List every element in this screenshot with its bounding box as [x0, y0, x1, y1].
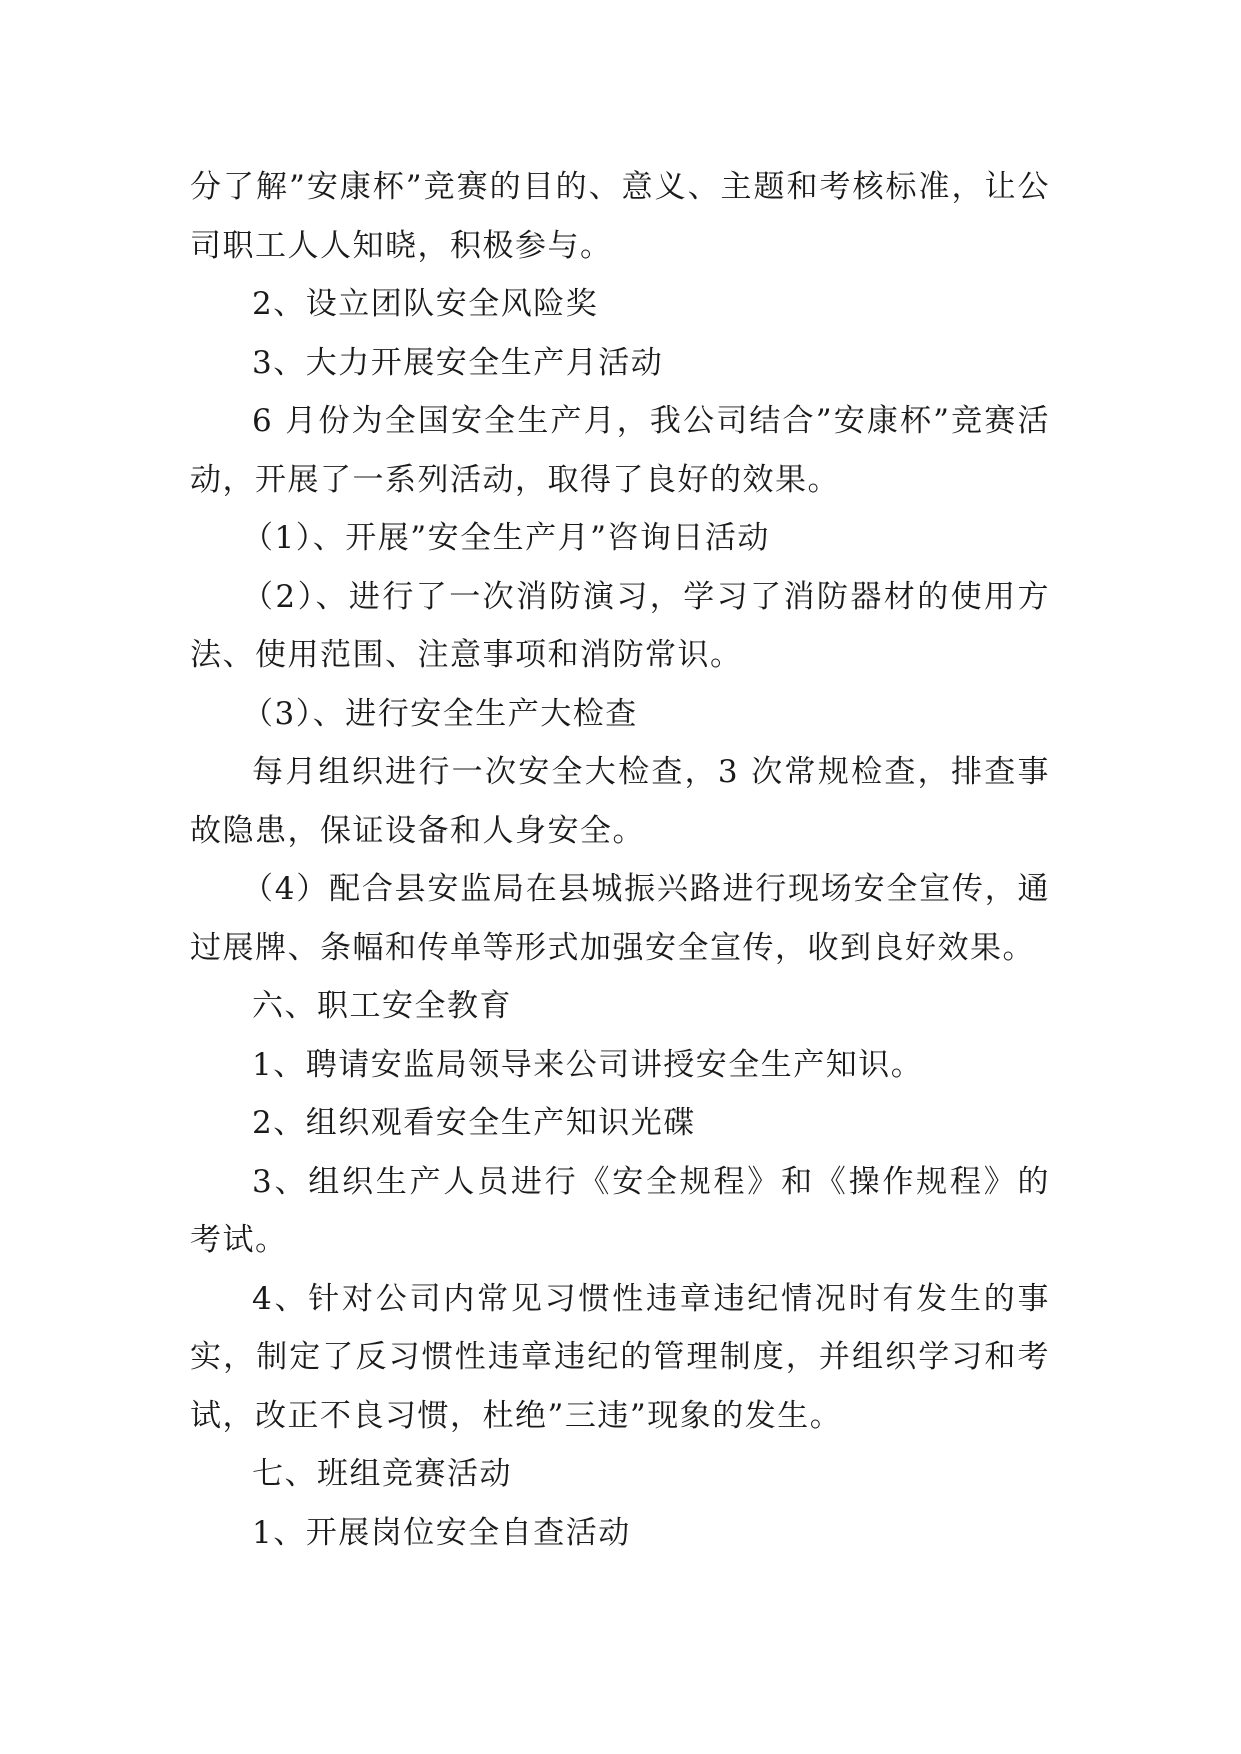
paragraph-5: （1）、开展”安全生产月”咨询日活动 — [242, 520, 770, 556]
section-heading-6: 六、职工安全教育 — [252, 988, 512, 1024]
paragraph-2: 2、设立团队安全风险奖 — [252, 286, 599, 322]
paragraph-12: 2、组织观看安全生产知识光碟 — [252, 1105, 696, 1141]
paragraph-13: 3、组织生产人员进行《安全规程》和《操作规程》的考试。 — [190, 1163, 1050, 1258]
paragraph-8: 每月组织进行一次安全大检查，3 次常规检查，排查事故隐患，保证设备和人身安全。 — [190, 754, 1050, 849]
paragraph-7: （3）、进行安全生产大检查 — [242, 695, 638, 732]
paragraph-9: （4）配合县安监局在县城振兴路进行现场安全宣传，通过展牌、条幅和传单等形式加强安全宣传，收到良好效果。 — [190, 871, 1050, 966]
paragraph-1: 分了解”安康杯”竞赛的目的、意义、主题和考核标准，让公司职工人人知晓，积极参与。 — [190, 169, 1050, 264]
document-body — [190, 158, 1050, 1562]
paragraph-3: 3、大力开展安全生产月活动 — [252, 344, 664, 381]
section-heading-7: 七、班组竞赛活动 — [252, 1456, 512, 1492]
paragraph-6: （2）、进行了一次消防演习，学习了消防器材的使用方法、使用范围、注意事项和消防常识。 — [190, 578, 1050, 673]
paragraph-11: 1、聘请安监局领导来公司讲授安全生产知识。 — [252, 1046, 924, 1083]
paragraph-4: 6 月份为全国安全生产月，我公司结合”安康杯”竞赛活动，开展了一系列活动，取得了良好的效果。 — [190, 403, 1050, 498]
paragraph-16: 1、开展岗位安全自查活动 — [252, 1514, 631, 1551]
paragraph-14: 4、针对公司内常见习惯性违章违纪情况时有发生的事实，制定了反习惯性违章违纪的管理制度，并组织学习和考试，改正不良习惯，杜绝”三违”现象的发生。 — [190, 1280, 1050, 1434]
